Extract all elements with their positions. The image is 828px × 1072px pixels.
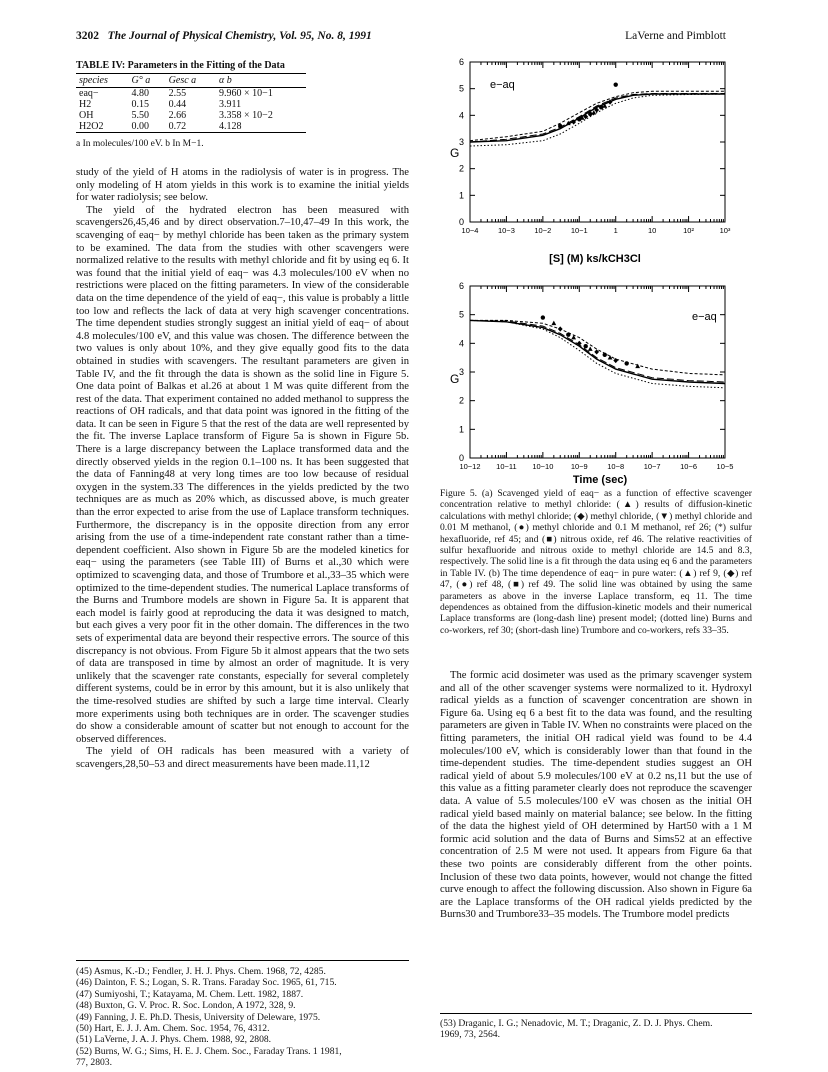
panel-a-annotation: e−aq [490, 79, 515, 91]
x-tick-label: 10−11 [496, 462, 517, 471]
data-point [584, 344, 588, 348]
table-cell: H2 [79, 99, 92, 110]
journal-citation: The Journal of Physical Chemistry, Vol. 95, No. 8, 1991 [107, 30, 372, 42]
table-row [76, 99, 306, 110]
col-header: G° a [128, 74, 165, 88]
data-point [558, 326, 563, 331]
table-cell: 2.55 [168, 88, 187, 99]
table-cell: 4.80 [131, 88, 149, 99]
table-row [76, 121, 306, 133]
figure-5b-plot [459, 281, 733, 471]
x-tick-label: 10³ [719, 226, 731, 235]
y-tick-label: 3 [458, 137, 464, 147]
x-tick-label: 10−5 [716, 462, 734, 471]
footnote-rule [76, 960, 409, 961]
data-point [551, 321, 556, 325]
table-cell: 9.960 × 10−1 [219, 88, 273, 99]
x-tick-label: 10−1 [570, 226, 588, 235]
table-cell: 0.44 [168, 99, 187, 110]
series-line-short-dash [470, 91, 725, 140]
figure-5b [440, 280, 740, 490]
y-tick-label: 6 [458, 281, 464, 291]
reference-item: (52) Burns, W. G.; Sims, H. E. J. Chem. Soc., Faraday Trans. 1 1981, [76, 1045, 342, 1057]
figure-caption: Figure 5. (a) Scavenged yield of eaq− as a function of effective scavenger concentration relative to methyl chloride: (▲) results of diffusion-kinetic calculations with methyl chloride; (◆) methyl chloride, (▼) methyl chloride and 0.01 M methanol, (●) methyl chloride and 0.1 M methanol, ref 26; (*) sulfur hexafluoride, ref 45; and (■) nitrous oxide, ref 46. The relative reactivities of sulfur hexafluoride and nitrous oxide to methyl chloride are 14.5 and 8.3, respectively. The solid line is a fit through the data using eq 6 and the parameters in Table IV. (b) The time dependence of eaq− in pure water: (▲) ref 9, (◆) ref 47, (●) ref 48, (■) ref 49. The solid line was obtained by using the same parameters as above in the inverse Laplace transform, eq 11. The time dependences as obtained from the diffusion-kinetic models and their numerical Laplace transforms are (long-dash line) present model; (dotted line) Burns and co-workers, ref 30; (short-dash line) Trumbore and co-workers, refs 33–35. [440, 488, 752, 636]
table-row [76, 110, 306, 121]
series-line-long-dash [470, 94, 725, 143]
table-cell: OH [79, 110, 94, 121]
page-number: 3202 [76, 30, 99, 42]
reference-item: (50) Hart, E. J. J. Am. Chem. Soc. 1954, 76, 4312. [76, 1023, 270, 1035]
left-column-text [76, 167, 409, 772]
data-point [614, 82, 618, 86]
data-point [541, 315, 545, 319]
footnote-rule [440, 1013, 752, 1014]
reference-item: (46) Dainton, F. S.; Logan, S. R. Trans. Faraday Soc. 1965, 61, 715. [76, 977, 337, 989]
figure-5a [440, 52, 740, 272]
paragraph: The formic acid dosimeter was used as the primary scavenger system and all of the other scavenger systems were normalized to it. Hydroxyl radical yields as a function of scavenger concentration are shown in Figure 6a. Using eq 6 a best fit to the data was found, and the resulting parameters are given in Table IV. When no constraints were placed on the fitting parameters, the initial OH radical yield was found to be 4.4 molecules/100 eV, which is considerably lower than that found in the time-dependent studies. The time-dependent studies suggest an OH radical yield of about 5.9 molecules/100 eV at 0.2 ns,11 but the use of this value as a fitting parameter clearly does not reproduce the scavenger data. A value of 5.5 molecules/100 eV was chosen as the initial OH radical yield based mainly on material balance; see below. In the fitting of the data the highest yield of OH determined by Hart50 with a 1 M formic acid solution and the data of Burns and Sims52 at an effective concentration of 2.5 M were not used. It appears from Figure 6a that these two points are considerably different from the other points. Inclusion of these two data points, however, would not change the fitted curve enough to affect the following discussion. Also shown in Figure 6a are the Laplace transforms of the OH radical yields predicted by the Burns30 and Trumbore33–35 models. The Trumbore model predicts [440, 670, 752, 921]
table-cell: 4.128 [216, 121, 306, 133]
x-tick-label: 10−6 [680, 462, 698, 471]
x-tick-label: 10−12 [459, 462, 481, 471]
reference-item: (53) Draganic, I. G.; Nenadovic, M. T.; Draganic, Z. D. J. Phys. Chem. [440, 1018, 713, 1029]
y-tick-label: 5 [458, 83, 464, 94]
x-tick-label: 10−4 [461, 226, 479, 235]
y-tick-label: 1 [458, 190, 464, 201]
x-tick-label: 10² [683, 226, 694, 235]
y-tick-label: 0 [458, 453, 464, 463]
x-tick-label: 10−2 [534, 226, 552, 235]
panel-b-ylabel: G [450, 372, 460, 386]
y-tick-label: 4 [458, 110, 464, 121]
table-cell: 0.15 [131, 99, 149, 110]
col-header: Gesc a [166, 74, 216, 88]
y-tick-label: 2 [458, 395, 464, 406]
plot-frame [470, 286, 725, 458]
x-tick-label: 10−8 [607, 462, 625, 471]
reference-item: (49) Fanning, J. E. Ph.D. Thesis, University of Deleware, 1975. [76, 1011, 321, 1023]
reference-item: 1969, 73, 2564. [440, 1029, 500, 1041]
parameters-table [76, 73, 306, 133]
y-tick-label: 4 [458, 338, 464, 349]
y-tick-label: 1 [458, 424, 464, 435]
header-authors: LaVerne and Pimblott [625, 30, 726, 42]
panel-b-annotation: e−aq [692, 311, 717, 323]
reference-item: (45) Asmus, K.-D.; Fendler, J. H. J. Phys. Chem. 1968, 72, 4285. [76, 966, 326, 977]
panel-a-ylabel: G [450, 146, 460, 160]
data-point [558, 124, 562, 128]
table-cell: 3.911 [219, 99, 242, 110]
table-cell: 5.50 [131, 110, 149, 121]
table-header-row [76, 74, 306, 88]
table-cell: 0.72 [166, 121, 216, 133]
x-tick-label: 10−7 [643, 462, 661, 471]
table-cell: eaq− [79, 88, 99, 99]
table-cell: 2.66 [168, 110, 187, 121]
series-line-short-dash [470, 320, 725, 375]
col-header: α b [216, 74, 306, 88]
x-tick-label: 10 [647, 226, 657, 235]
data-point [624, 361, 628, 365]
data-point [566, 333, 570, 337]
paragraph: The yield of OH radicals has been measured with a variety of scavengers,28,50–53 and direct measurements have been made.11,12 [76, 746, 409, 770]
x-tick-label: 10−3 [497, 226, 515, 235]
reference-item: (48) Buxton, G. V. Proc. R. Soc. London, A 1972, 328, 9. [76, 1000, 296, 1012]
table-caption: TABLE IV: Parameters in the Fitting of the Data [76, 60, 285, 71]
reference-item: 77, 2803. [76, 1057, 112, 1069]
data-point [594, 349, 599, 354]
table-iv [76, 60, 306, 149]
data-point [588, 346, 593, 350]
x-tick-label: 10−10 [532, 462, 554, 471]
data-point [603, 353, 607, 357]
col-header: species [76, 74, 128, 88]
paragraph: The yield of the hydrated electron has been measured with scavengers26,45,46 and by direct observation.7–10,47–49 In this work, the scavenging of eaq− by methyl chloride has been taken as the primary system to be examined. The data from the studies with other scavengers were normalized relative to the results with methyl chloride and fit by using eq 6. It was found that the initial yield of eaq− was 4.3 molecules/100 eV when no restrictions were placed on the fitting parameters. In view of the considerable data on the time dependence of the yield of eaq−, this value is probably a little too low and reflects the lack of data at very high scavenger concentrations. The time dependent studies strongly suggest an initial yield of eaq− of about 4.8 molecules/100 eV, and this value was chosen. The difference between the two values is only about 10%, and they give equally good fits to the data obtained in studies with scavengers. The resultant parameters are given in Table IV, and the fit through the data is shown as the solid line in Figure 5. One data point of Balkas et al.26 at about 1 M was quite different from the rest of the data. That experiment contained no added methanol to suppress the reactions of OH radicals, and that data point was ignored in the fitting of the data. It can be seen in Figure 5 that the rest of the data are well represented by the fit. The inverse Laplace transform of Figure 5a is shown in Figure 5b. There is a large discrepancy between the Laplace transformed data and the directly observed yields in the region 0.1–100 ns. It has been suggested that the data of Fanning48 at very long times are too low because of residual oxygen in the system.33 The differences in the yields predicted by the two techniques are as much as 20% which, as discussed above, is much greater than the error expected to arise from the use of Laplace transform techniques. Furthermore, the discrepancy is in the opposite direction from any error arising from the use of a time-independent rate constant rather than a time-dependent coefficient. Also shown in Figure 5b are the modeled kinetics for eaq− using the parameters (see Table III) of Burns et al.,30 which were optimized to scavenging data, and those of Trumbore et al.,33–35 which were optimized to the time-dependent studies. The numerical Laplace transforms of the Burns and Trumbore models are shown in Figure 5a. It is apparent that each model is fairly good at reproducing the data it was designed to match, but each gives a very poor fit in the other domain. The differences in the two sets of experimental data are beyond their respective errors. The source of this discrepancy is not obvious. From Figure 5b it almost appears that the two sets of data are transposed in time by almost an order of magnitude. It is very unlikely that the scavenger rate constants, especially for several completely different systems, could be in error by this amount, but it is also unlikely that the time-resolved studies are shifted by such a large time interval. Clearly more experiments using both techniques are in order. The scavenger studies do show a considerable amount of scatter but not enough to account for the observed differences. [76, 204, 409, 745]
y-tick-label: 3 [458, 367, 464, 377]
reference-item: (47) Sumiyoshi, T.; Katayama, M. Chem. Lett. 1982, 1887. [76, 988, 304, 1000]
y-tick-label: 0 [458, 217, 464, 227]
table-footnote: a In molecules/100 eV. b In M−1. [76, 139, 204, 149]
table-row [76, 88, 306, 100]
paragraph: study of the yield of H atoms in the radiolysis of water is in progress. The only modeling of H atom yields in this work is to examine the initial yields for water radiolysis; see below. [76, 167, 409, 204]
panel-a-xlabel: [S] (M) ks/kCH3Cl [549, 253, 641, 265]
reference-item: (51) LaVerne, J. A. J. Phys. Chem. 1988, 92, 2808. [76, 1034, 272, 1046]
running-header [76, 30, 372, 42]
panel-b-xlabel: Time (sec) [572, 474, 628, 486]
series-line-dotted [470, 320, 725, 387]
table-cell: 0.00 [128, 121, 165, 133]
y-tick-label: 5 [458, 309, 464, 320]
right-column-text [440, 670, 752, 922]
y-tick-label: 6 [458, 57, 464, 67]
x-tick-label: 10−9 [570, 462, 588, 471]
right-references [440, 1018, 752, 1041]
left-references [76, 966, 409, 1069]
table-cell: 3.358 × 10−2 [219, 110, 273, 121]
series-line-solid [470, 94, 725, 142]
x-tick-label: 1 [613, 226, 618, 235]
y-tick-label: 2 [458, 163, 464, 174]
series-line-dotted [470, 94, 725, 146]
table-cell: H2O2 [76, 121, 128, 133]
